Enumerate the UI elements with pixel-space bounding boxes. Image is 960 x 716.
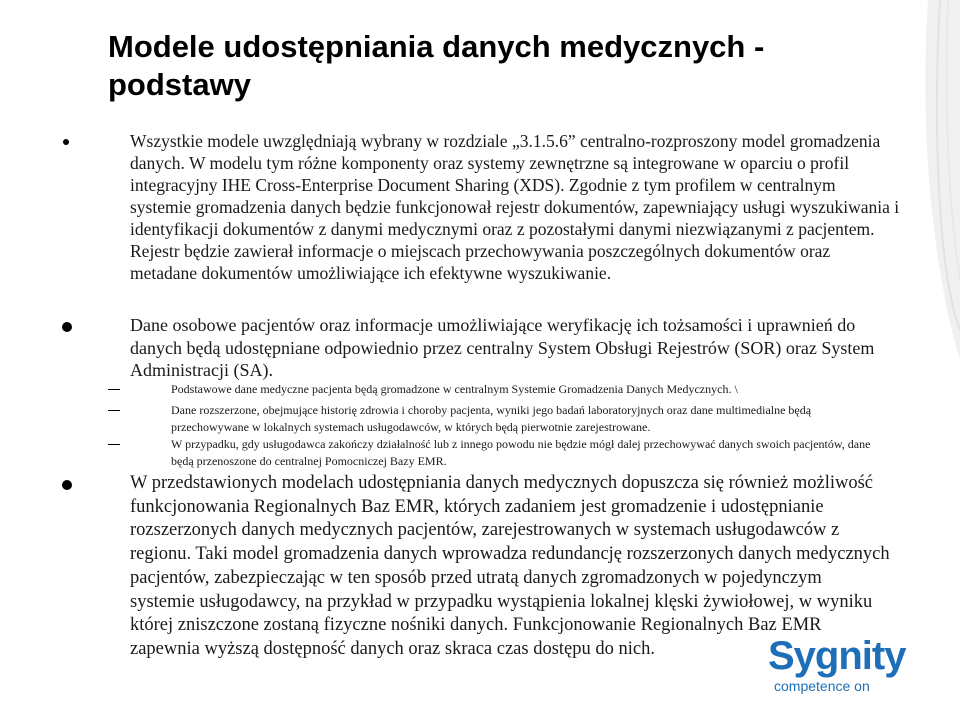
bullet-marker — [62, 322, 72, 332]
subbullet-text: Dane rozszerzone, obejmujące historię zdrowia i choroby pacjenta, wyniki jego badań laboratoryjnych oraz dane multimedialne będą przechowywane w lokalnych systemach usługodawców, w których będą pierwotnie zarejestrowane. — [171, 403, 812, 434]
company-logo — [768, 636, 918, 694]
bullet-marker — [62, 480, 72, 490]
bullet-marker — [63, 139, 69, 145]
bullet-text: Dane osobowe pacjentów oraz informacje umożliwiające weryfikację ich tożsamości i uprawnień do danych będą udostępniane odpowiednio przez centralny System Obsługi Rejestrów (SOR) oraz System Administracji (SA). — [130, 315, 875, 380]
logo-wordmark: Sygnity — [768, 634, 906, 678]
subbullet-text: W przypadku, gdy usługodawca zakończy działalność lub z innego powodu nie będzie mógł dalej przechowywać danych swoich pacjentów, dane będą przenoszone do centralnej Pomocniczej Bazy EMR. — [171, 437, 871, 468]
logo-tagline: competence on — [774, 678, 870, 694]
subbullet-text: Podstawowe dane medyczne pacjenta będą gromadzone w centralnym Systemie Gromadzenia Danych Medycznych. \ — [171, 382, 738, 396]
dash-marker — [108, 389, 120, 390]
dash-marker — [108, 410, 120, 411]
bullet-text: W przedstawionych modelach udostępniania danych medycznych dopuszcza się również możliwość funkcjonowania Regionalnych Baz EMR, których zadaniem jest gromadzenie i udostępnianie rozszerzonych danych medycznych pacjentów, zarejestrowanych w systemach usługodawców z regionu. Taki model gromadzenia danych wprowadza redundancję rozszerzonych danych medycznych pacjentów, zabezpieczając w ten sposób przed utratą danych zgromadzonych w pojedynczym systemie usługodawcy, na przykład w przypadku wystąpienia lokalnej klęski żywiołowej, w wyniku której zniszczone zostaną fizyczne nośniki danych. Funkcjonowanie Regionalnych Baz EMR zapewnia wyższą dostępność danych oraz skraca czas dostępu do nich. — [130, 473, 890, 659]
dash-marker — [108, 444, 120, 445]
slide-title: Modele udostępniania danych medycznych - podstawy — [108, 29, 765, 102]
bullet-text: Wszystkie modele uwzględniają wybrany w rozdziale „3.1.5.6” centralno-rozproszony model gromadzenia danych. W modelu tym różne komponenty oraz systemy zewnętrzne są integrowane w oparciu o profil integracyjny IHE Cross-Enterprise Document Sharing (XDS). Zgodnie z tym profilem w centralnym systemie gromadzenia danych będzie funkcjonował rejestr dokumentów, zapewniający usługi wyszukiwania i identyfikacji dokumentów z danymi medycznymi oraz z pozostałymi danymi niezwiązanymi z pacjentem. Rejestr będzie zawierał informacje o miejscach przechowywania poszczególnych dokumentów oraz metadane dokumentów umożliwiające ich efektywne wyszukiwanie. — [130, 131, 900, 283]
